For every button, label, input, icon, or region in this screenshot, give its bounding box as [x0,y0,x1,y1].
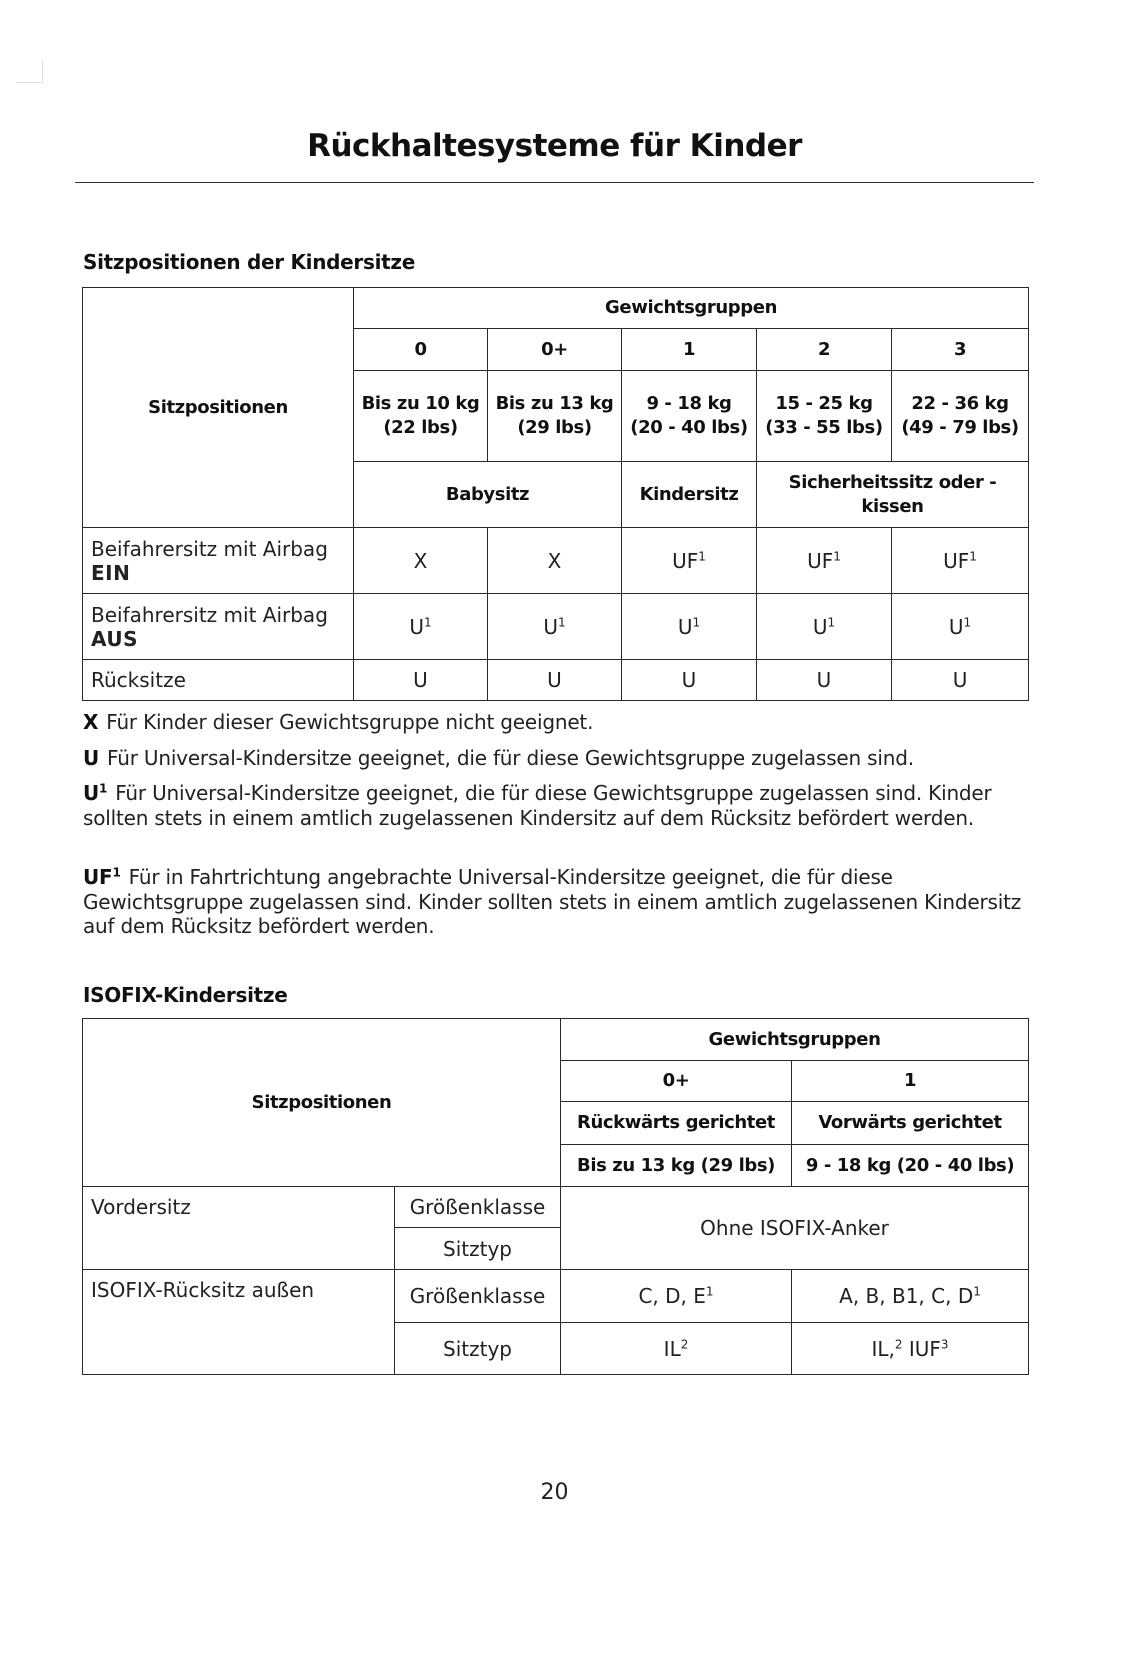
group-0: 0 [354,329,488,371]
seat-type-label: Sitztyp [395,1323,561,1375]
size-class-label: Größenklasse [395,1187,561,1228]
no-isofix-anchor: Ohne ISOFIX-Anker [561,1187,1029,1270]
table-cell: $UF^1$ [622,528,757,594]
table-cell: U [354,660,488,701]
title-divider [75,182,1034,183]
table-cell: X [488,528,622,594]
group-2: 2 [757,329,892,371]
legend-item-x: X Für Kinder dieser Gewichtsgruppe nicht geeignet. [83,710,594,734]
page-title: Rückhaltesysteme für Kinder [307,128,802,164]
weight-group-3: 22 - 36 kg (49 - 79 lbs) [892,371,1029,462]
weight-groups-header: Gewichtsgruppen [561,1019,1029,1061]
weight-group-1: 9 - 18 kg (20 - 40 lbs) [622,371,757,462]
direction-rearward: Rückwärts gerichtet [561,1102,792,1145]
legend-item-u: U Für Universal-Kindersitze geeignet, die für diese Gewichtsgruppe zugelassen sind. [83,746,914,770]
table-cell: X [354,528,488,594]
table-cell: $U^1$ [892,594,1029,660]
section-heading-isofix: ISOFIX-Kindersitze [83,983,288,1007]
legend-item-u1: $U^1$ Für Universal-Kindersitze geeignet, die für diese Gewichtsgruppe zugelassen sind. Kinder sollten stets in einem amtlich zugelassenen Kindersitz auf dem Rücksitz befördert werden. [83,781,992,830]
corner-label: Sitzpositionen [83,288,354,528]
weight-group-1: 9 - 18 kg (20 - 40 lbs) [792,1145,1029,1187]
seat-type-babysitz: Babysitz [354,462,622,528]
table-row [83,594,1029,660]
corner-label: Sitzpositionen [83,1019,561,1187]
seat-type-sicherheitssitz: Sicherheitssitz oder -kissen [757,462,1029,528]
weight-group-0plus: Bis zu 13 kg (29 lbs) [488,371,622,462]
crop-mark [16,60,43,83]
table-cell: C, D, $E^1$ [561,1270,792,1323]
legend-item-uf1: $UF^1$ Für in Fahrtrichtung angebrachte Universal-Kindersitze geeignet, die für diese Gewichtsgruppe zugelassen sind. Kinder sollten stets in einem amtlich zugelassenen Kindersitz auf dem Rücksitz befördert werden. [83,865,1022,938]
table-row [83,528,1029,594]
group-1: 1 [622,329,757,371]
table-cell: $U^1$ [488,594,622,660]
seat-positions-table [82,287,1029,701]
seat-type-label: Sitztyp [395,1228,561,1270]
row-label: Rücksitze [83,660,354,701]
weight-group-0: Bis zu 10 kg (22 lbs) [354,371,488,462]
table-row [83,660,1029,701]
table-cell: $U^1$ [622,594,757,660]
section-heading-seat-positions: Sitzpositionen der Kindersitze [83,250,416,274]
row-label: Beifahrersitz mit Airbag AUS [83,594,354,660]
isofix-table [82,1018,1029,1375]
weight-group-2: 15 - 25 kg (33 - 55 lbs) [757,371,892,462]
table-cell: $U^1$ [354,594,488,660]
seat-type-kindersitz: Kindersitz [622,462,757,528]
table-cell: IL,$^2$ IUF$^3$ [792,1323,1029,1375]
row-label: Beifahrersitz mit Airbag EIN [83,528,354,594]
direction-forward: Vorwärts gerichtet [792,1102,1029,1145]
position-front-seat: Vordersitz [83,1187,395,1270]
group-0plus: 0+ [488,329,622,371]
position-isofix-rear-outer: ISOFIX-Rücksitz außen [83,1270,395,1375]
page-number: 20 [540,1480,569,1505]
size-class-label: Größenklasse [395,1270,561,1323]
table-cell: $IL^2$ [561,1323,792,1375]
table-row [83,1187,1029,1228]
table-cell: U [892,660,1029,701]
group-0plus: 0+ [561,1061,792,1102]
group-3: 3 [892,329,1029,371]
table-row [83,1270,1029,1323]
table-cell: $UF^1$ [757,528,892,594]
table-cell: U [488,660,622,701]
weight-group-0plus: Bis zu 13 kg (29 lbs) [561,1145,792,1187]
group-1: 1 [792,1061,1029,1102]
table-cell: U [622,660,757,701]
table-cell: $U^1$ [757,594,892,660]
weight-groups-header: Gewichtsgruppen [354,288,1029,329]
table-cell: $UF^1$ [892,528,1029,594]
table-cell: U [757,660,892,701]
table-cell: A, B, B1, C, $D^1$ [792,1270,1029,1323]
